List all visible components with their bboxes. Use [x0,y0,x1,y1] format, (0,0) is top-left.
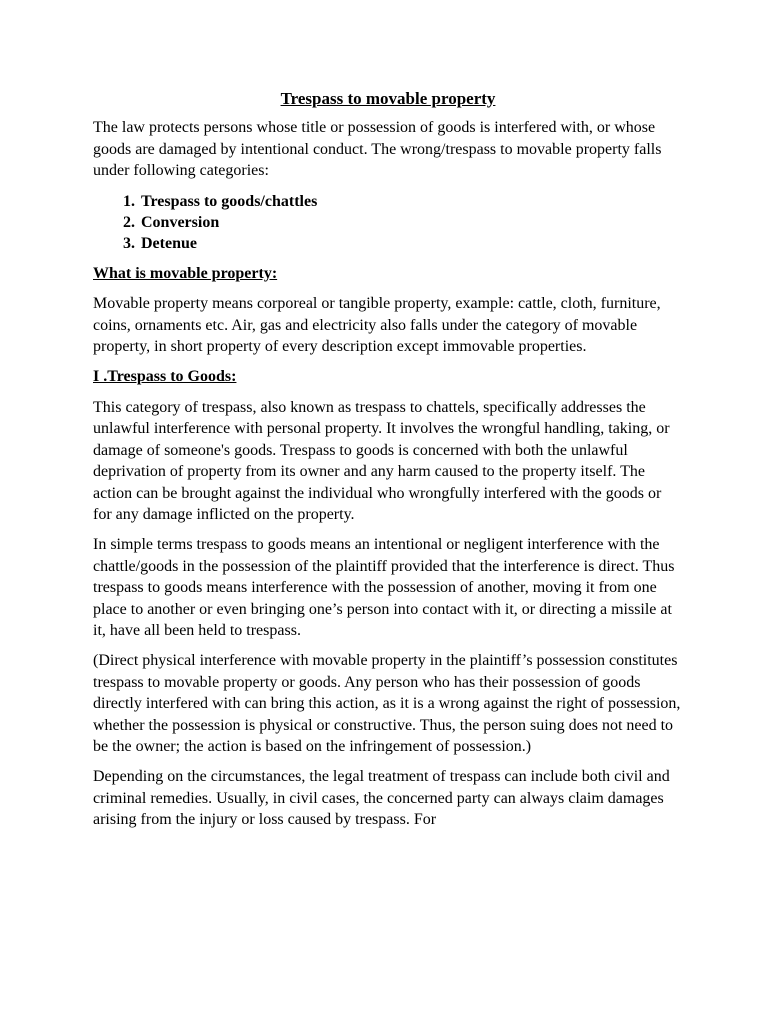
category-item-2: 2. Conversion [139,212,683,233]
document-page [93,88,683,840]
movable-property-heading: What is movable property: [93,264,278,282]
trespass-goods-paragraph-3: (Direct physical interference with movable property in the plaintiff’s possession constitutes trespass to movable property or goods. Any person who has their possession of goods directly interfered with can bring this action, as it is a wrong against the right of possession, whether the possession is physical or constructive. Thus, the person suing does not need to be the owner; the action is based on the infringement of possession.) [93,652,681,755]
trespass-goods-paragraph-4: Depending on the circumstances, the legal treatment of trespass can include both civil and criminal remedies. Usually, in civil cases, the concerned party can always claim damages arising from the injury or loss caused by trespass. For [93,768,670,829]
category-item-1: 1. Trespass to goods/chattles [139,191,683,212]
document-title: Trespass to movable property [280,89,496,108]
trespass-goods-heading: I .Trespass to Goods: [93,368,237,386]
trespass-goods-paragraph-1: This category of trespass, also known as trespass to chattels, specifically addresses the unlawful interference with personal property. It involves the wrongful handling, taking, or damage of someone's goods. Trespass to goods is concerned with both the unlawful deprivation of property from its owner and any harm caused to the property itself. The action can be brought against the individual who wrongfully interfered with the goods or for any damage inflicted on the property. [93,398,670,523]
category-item-3: 3. Detenue [139,233,683,254]
movable-property-paragraph: Movable property means corporeal or tangible property, example: cattle, cloth, furniture, coins, ornaments etc. Air, gas and electricity also falls under the category of movable property, in short property of every description except immovable properties. [93,295,661,356]
intro-paragraph: The law protects persons whose title or possession of goods is interfered with, or whose goods are damaged by intentional conduct. The wrong/trespass to movable property falls under following categories: [93,119,662,180]
trespass-goods-paragraph-2: In simple terms trespass to goods means an intentional or negligent interference with the chattle/goods in the possession of the plaintiff provided that the interference is direct. Thus trespass to goods means interference with the possession of another, moving it from one place to another or even bringing one’s person into contact with it, or directing a missile at it, have all been held to trespass. [93,536,675,639]
categories-list [93,191,683,255]
